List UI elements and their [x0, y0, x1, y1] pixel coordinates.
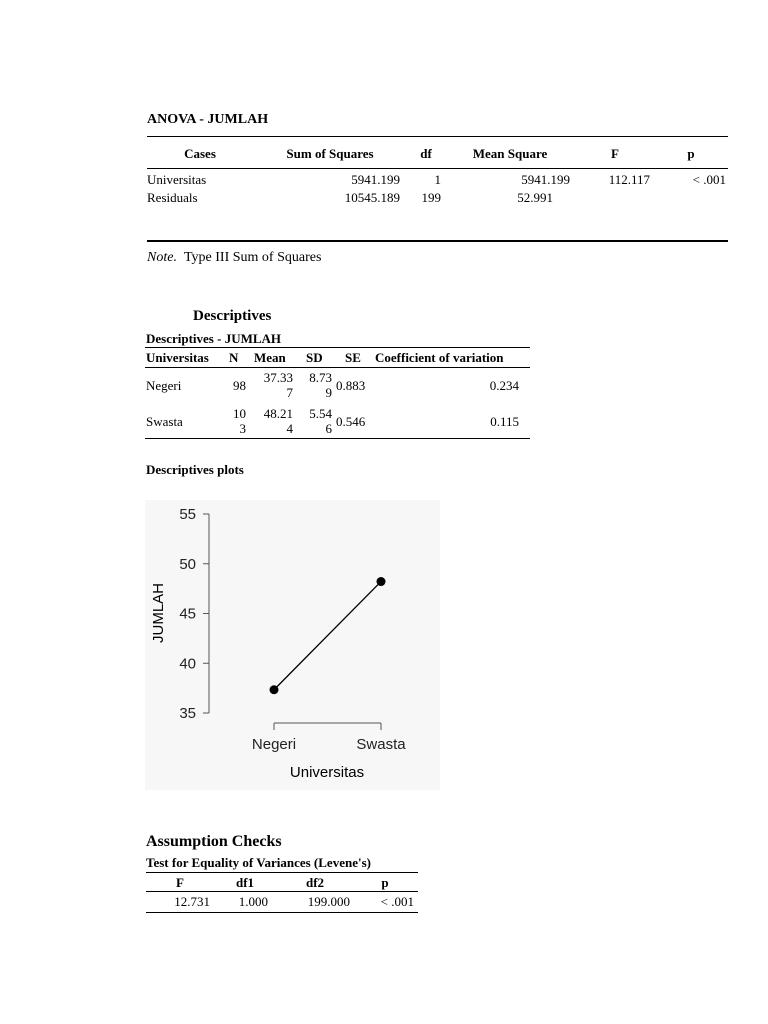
anova-header-df: df — [420, 146, 432, 161]
x-axis-label: Universitas — [289, 764, 365, 781]
desc-cell-sd-line1: 8.73 — [309, 370, 332, 385]
levene-header-df1: df1 — [235, 875, 255, 890]
levene-header-df2: df2 — [305, 875, 325, 890]
y-tick-label: 45 — [179, 605, 196, 623]
x-tick-label: Swasta — [356, 736, 406, 753]
anova-cell-ss: 10545.189 — [344, 190, 400, 205]
anova-header-sum-of-squares: Sum of Squares — [286, 146, 374, 161]
data-point — [270, 685, 279, 694]
desc-header-sd: SD — [306, 350, 323, 365]
desc-header-universitas: Universitas — [146, 350, 209, 365]
desc-cell-mean-line2: 4 — [286, 421, 293, 436]
levene-cell-f: 12.731 — [174, 894, 210, 909]
series-line — [274, 582, 381, 690]
desc-cell-se: 0.883 — [336, 378, 366, 393]
desc-cell-mean-line2: 7 — [286, 385, 293, 400]
anova-cell-ms: 5941.199 — [521, 172, 570, 187]
levene-cell-df1: 1.000 — [238, 894, 268, 909]
x-tick-label: Negeri — [251, 736, 297, 753]
desc-header-n: N — [229, 350, 239, 365]
desc-header-se: SE — [345, 350, 361, 365]
desc-header-mean: Mean — [254, 350, 286, 365]
anova-cell-f: 112.117 — [608, 172, 650, 187]
descriptives-table-title: Descriptives - JUMLAH — [146, 331, 282, 346]
anova-cell-df: 199 — [421, 190, 441, 205]
levene-cell-df2: 199.000 — [307, 894, 350, 909]
plots-title: Descriptives plots — [146, 462, 244, 477]
desc-cell-group: Swasta — [146, 414, 183, 429]
assumptions-section-title: Assumption Checks — [146, 833, 282, 850]
plot-marks — [270, 577, 386, 694]
anova-cell-ms: 52.991 — [517, 190, 553, 205]
y-tick-label: 50 — [179, 555, 196, 573]
anova-note-text: Type III Sum of Squares — [183, 250, 322, 265]
levene-header-rule — [146, 891, 418, 892]
anova-header-cases: Cases — [184, 146, 216, 161]
levene-top-rule — [146, 872, 418, 873]
desc-cell-n-line1: 10 — [233, 406, 246, 421]
desc-cell-sd-line2: 6 — [325, 421, 332, 436]
levene-header-p: p — [381, 875, 389, 890]
desc-cell-group: Negeri — [146, 378, 182, 393]
desc-cell-se: 0.546 — [336, 414, 366, 429]
y-tick-label: 55 — [179, 506, 196, 523]
anova-note-label: Note. — [147, 250, 177, 265]
desc-cell-cv: 0.234 — [489, 378, 519, 393]
levene-cell-p: < .001 — [380, 894, 414, 909]
anova-cell-case: Residuals — [147, 190, 198, 205]
levene-bottom-rule — [146, 912, 418, 913]
desc-cell-mean-line1: 48.21 — [263, 406, 293, 421]
y-axis-label: JUMLAH — [150, 582, 167, 644]
desc-cell-sd-line2: 9 — [325, 385, 332, 400]
anova-cell-ss: 5941.199 — [351, 172, 400, 187]
levene-header-f: F — [176, 875, 184, 890]
anova-cell-df: 1 — [434, 172, 441, 187]
anova-header-p: p — [687, 146, 695, 161]
anova-header-f: F — [611, 146, 619, 161]
anova-header-mean-square: Mean Square — [472, 146, 548, 161]
y-tick-label: 40 — [179, 655, 196, 673]
anova-cell-p: < .001 — [692, 172, 726, 187]
anova-cell-case: Universitas — [147, 172, 207, 187]
desc-cell-n: 98 — [233, 378, 246, 393]
desc-cell-mean-line1: 37.33 — [263, 370, 293, 385]
desc-cell-n-line2: 3 — [239, 421, 246, 436]
desc-cell-cv: 0.115 — [490, 414, 519, 429]
y-tick-label: 35 — [179, 705, 196, 722]
descriptives-section-title: Descriptives — [193, 308, 272, 324]
desc-cell-sd-line1: 5.54 — [309, 406, 332, 421]
anova-title: ANOVA - JUMLAH — [147, 112, 269, 127]
desc-header-cv: Coefficient of variation — [375, 350, 504, 365]
levene-table-title: Test for Equality of Variances (Levene's) — [146, 855, 371, 870]
plot-axes — [179, 506, 406, 753]
data-point — [377, 577, 386, 586]
